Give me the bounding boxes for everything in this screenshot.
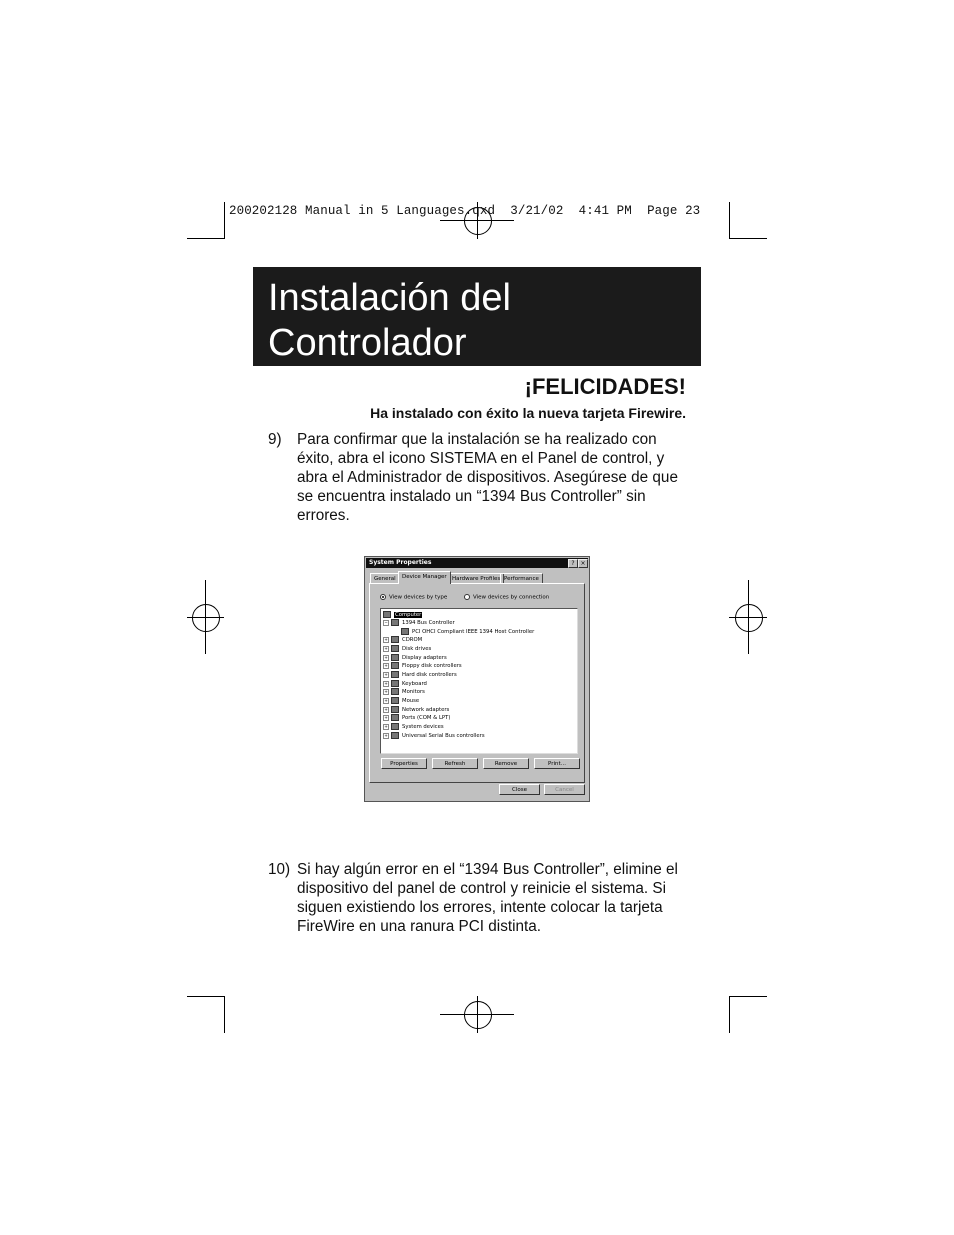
device-icon: [391, 619, 399, 626]
tree-item[interactable]: + System devices: [384, 723, 444, 730]
expand-icon[interactable]: +: [384, 706, 388, 712]
close-button[interactable]: Close: [499, 784, 540, 795]
page-title-line-2: Controlador: [268, 322, 467, 364]
expand-icon[interactable]: +: [384, 636, 388, 642]
hard-disk-icon: [391, 671, 399, 678]
cdrom-icon: [391, 636, 399, 643]
port-icon: [391, 714, 399, 721]
tree-item[interactable]: + Floppy disk controllers: [384, 662, 462, 669]
tree-item[interactable]: PCI OHCI Compliant IEEE 1394 Host Controller: [401, 628, 534, 637]
step-line: FireWire en una ranura PCI distinta.: [297, 918, 542, 935]
floppy-icon: [391, 662, 399, 669]
step-number: 10): [268, 861, 291, 878]
display-icon: [391, 654, 399, 661]
tree-item[interactable]: − 1394 Bus Controller: [384, 619, 455, 626]
expand-icon[interactable]: +: [384, 688, 388, 694]
tab-hardware-profiles[interactable]: Hardware Profiles: [448, 573, 504, 584]
radio-selected-icon: [380, 594, 386, 600]
tab-general[interactable]: General: [370, 573, 400, 584]
print-button[interactable]: Print...: [534, 758, 580, 769]
step-line: Para confirmar que la instalación se ha realizado con: [297, 431, 657, 448]
expand-icon[interactable]: +: [384, 697, 388, 703]
tree-item-computer[interactable]: Computer: [383, 611, 422, 620]
step-line: dispositivo del panel de control y reinicie el sistema. Si: [297, 880, 667, 897]
properties-button[interactable]: Properties: [381, 758, 427, 769]
network-icon: [391, 706, 399, 713]
tree-item[interactable]: + Mouse: [384, 697, 420, 704]
tree-item[interactable]: + Network adapters: [384, 706, 450, 713]
tab-device-manager[interactable]: Device Manager: [398, 571, 451, 584]
tree-item[interactable]: + CDROM: [384, 636, 423, 643]
computer-icon: [383, 611, 391, 618]
expand-icon[interactable]: +: [384, 723, 388, 729]
step-number: 9): [268, 431, 282, 448]
crop-mark: [729, 202, 730, 239]
step-line: se encuentra instalado un “1394 Bus Controller” sin: [297, 488, 646, 505]
expand-icon[interactable]: +: [384, 714, 388, 720]
tree-item[interactable]: + Disk drives: [384, 645, 432, 652]
step-line: éxito, abra el icono SISTEMA en el Panel de control, y: [297, 450, 665, 467]
tab-performance[interactable]: Performance: [500, 573, 543, 584]
collapse-icon[interactable]: −: [384, 619, 388, 625]
expand-icon[interactable]: +: [384, 654, 388, 660]
remove-button[interactable]: Remove: [483, 758, 529, 769]
crop-mark: [224, 996, 225, 1033]
expand-icon[interactable]: +: [384, 662, 388, 668]
keyboard-icon: [391, 680, 399, 687]
crop-mark: [224, 202, 225, 239]
mouse-icon: [391, 697, 399, 704]
close-icon[interactable]: ×: [578, 559, 588, 568]
tree-item[interactable]: + Ports (COM & LPT): [384, 714, 451, 721]
dialog-title-bar: [366, 558, 588, 568]
registration-mark: [735, 604, 763, 632]
radio-view-by-type[interactable]: View devices by type: [380, 594, 447, 601]
tree-item[interactable]: + Monitors: [384, 688, 425, 695]
tree-item[interactable]: + Hard disk controllers: [384, 671, 457, 678]
page-title-line-1: Instalación del: [268, 277, 511, 319]
system-properties-dialog: [364, 556, 590, 802]
expand-icon[interactable]: +: [384, 671, 388, 677]
tree-item[interactable]: + Keyboard: [384, 680, 427, 687]
monitor-icon: [391, 688, 399, 695]
step-line: siguen existiendo los errores, intente colocar la tarjeta: [297, 899, 663, 916]
disk-icon: [391, 645, 399, 652]
step-line: Si hay algún error en el “1394 Bus Controller”, elimine el: [297, 861, 678, 878]
step-line: abra el Administrador de dispositivos. Asegúrese de que: [297, 469, 678, 486]
expand-icon[interactable]: +: [384, 680, 388, 686]
success-subtitle: Ha instalado con éxito la nueva tarjeta Firewire.: [370, 405, 686, 421]
crop-mark: [187, 238, 224, 239]
radio-view-by-connection[interactable]: View devices by connection: [464, 594, 549, 601]
crop-mark: [729, 238, 767, 239]
step-text: [297, 860, 689, 936]
registration-mark: [464, 1001, 492, 1029]
refresh-button[interactable]: Refresh: [432, 758, 478, 769]
registration-mark: [192, 604, 220, 632]
crop-mark: [729, 996, 730, 1033]
tree-item[interactable]: + Display adapters: [384, 654, 447, 661]
congrats-heading: ¡FELICIDADES!: [524, 374, 686, 399]
device-manager-panel: [369, 583, 585, 783]
device-tree[interactable]: [380, 608, 578, 754]
crop-mark: [187, 996, 224, 997]
expand-icon[interactable]: +: [384, 732, 388, 738]
print-slug: 200202128 Manual in 5 Languages.qxd 3/21/02 4:41 PM Page 23: [229, 204, 701, 218]
radio-icon: [464, 594, 470, 600]
help-button[interactable]: ?: [568, 559, 578, 568]
step-line: errores.: [297, 507, 350, 524]
usb-icon: [391, 732, 399, 739]
system-icon: [391, 723, 399, 730]
tree-item[interactable]: + Universal Serial Bus controllers: [384, 732, 485, 739]
title-band: [253, 267, 701, 366]
dialog-title: System Properties: [369, 559, 432, 566]
device-icon: [401, 628, 409, 635]
expand-icon[interactable]: +: [384, 645, 388, 651]
cancel-button[interactable]: Cancel: [544, 784, 585, 795]
crop-mark: [729, 996, 767, 997]
step-text: [297, 430, 689, 525]
